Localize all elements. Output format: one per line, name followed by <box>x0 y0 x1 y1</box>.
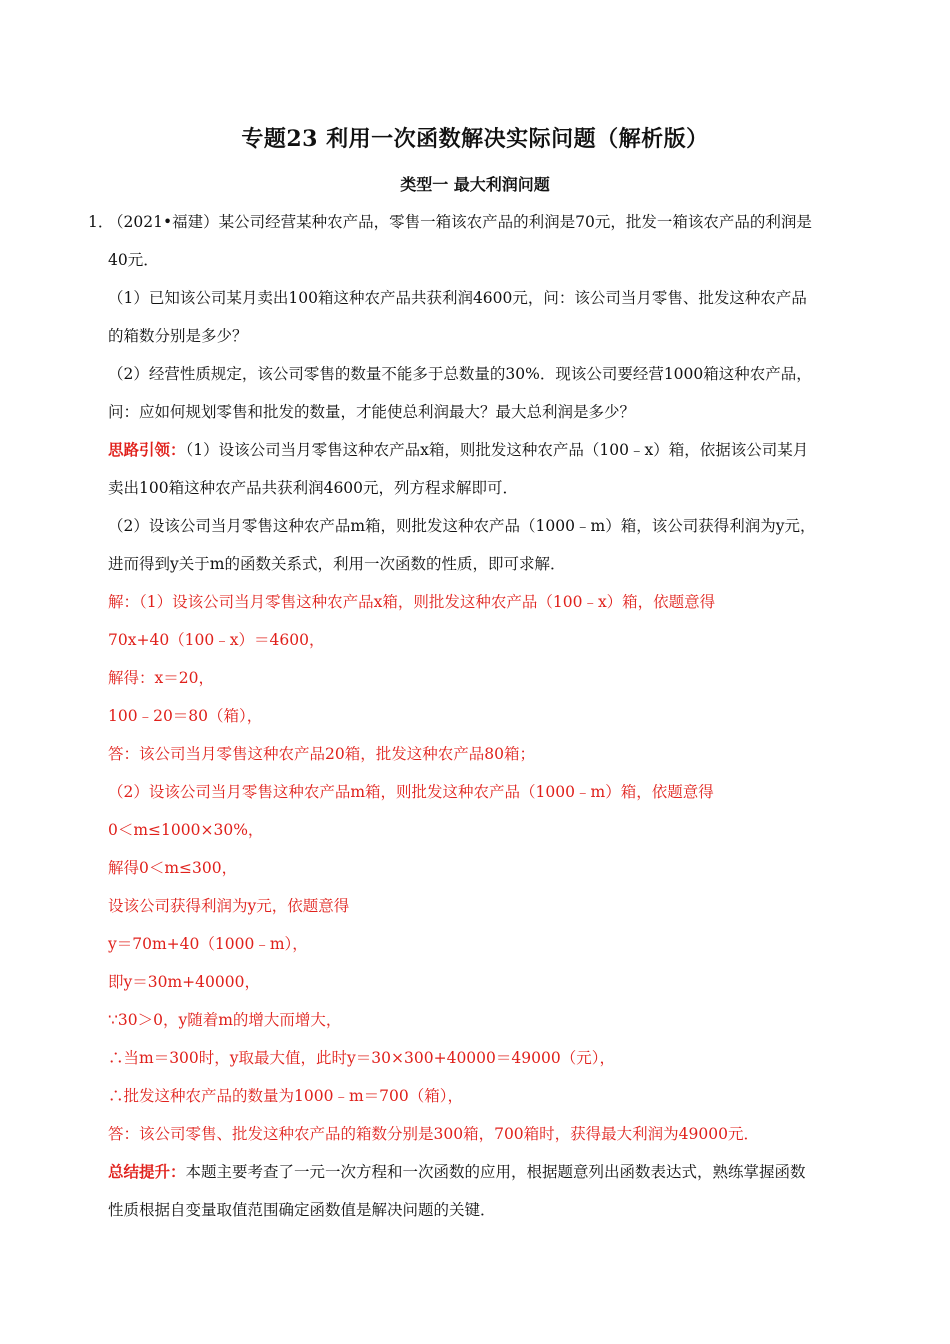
question-number: 1． <box>88 213 114 231</box>
solution-line-4: 100﹣20＝80（箱）， <box>108 707 263 725</box>
solution-line-5: 答：该公司当月零售这种农产品20箱，批发这种农产品80箱； <box>108 745 535 763</box>
solution-line-9: 设该公司获得利润为y元，依题意得 <box>108 897 350 915</box>
solution-line-14: ∴批发这种农产品的数量为1000﹣m＝700（箱）， <box>108 1087 463 1105</box>
summary-text-1: 本题主要考查了一元一次方程和一次函数的应用，根据题意列出函数表达式，熟练掌握函数 <box>185 1163 806 1181</box>
solution-line-15: 答：该公司零售、批发这种农产品的箱数分别是300箱，700箱时，获得最大利润为49000元． <box>108 1125 759 1143</box>
section-subtitle: 类型一 最大利润问题 <box>400 175 550 194</box>
page-title: 专题23 利用一次函数解决实际问题（解析版） <box>241 126 709 152</box>
question-part2-line-2: 问：应如何规划零售和批发的数量，才能使总利润最大？最大总利润是多少？ <box>108 403 636 421</box>
question-stem-line-1: （2021•福建）某公司经营某种农产品，零售一箱该农产品的利润是70元，批发一箱该农产品的利润是 <box>108 213 812 231</box>
summary-line-2: 性质根据自变量取值范围确定函数值是解决问题的关键． <box>108 1201 496 1219</box>
question-part2-line-1: （2）经营性质规定，该公司零售的数量不能多于总数量的30%．现该公司要经营1000箱这种农产品， <box>108 365 812 383</box>
summary-label: 总结提升： <box>108 1162 186 1181</box>
question-stem-line-2: 40元． <box>108 251 159 269</box>
solution-line-8: 解得0＜m≤300， <box>108 859 238 877</box>
solution-line-13: ∴当m＝300时，y取最大值，此时y＝30×300+40000＝49000（元）， <box>108 1049 615 1067</box>
hint-label: 思路引领： <box>108 440 186 459</box>
question-part1-line-2: 的箱数分别是多少？ <box>108 327 248 345</box>
solution-line-6: （2）设该公司当月零售这种农产品m箱，则批发这种农产品（1000﹣m）箱，依题意得 <box>108 783 714 801</box>
solution-line-1: 解：（1）设该公司当月零售这种农产品x箱，则批发这种农产品（100﹣x）箱，依题意得 <box>108 593 716 611</box>
solution-line-7: 0＜m≤1000×30%， <box>108 821 264 839</box>
summary-line-1 <box>108 1161 868 1183</box>
hint-line-2: 卖出100箱这种农产品共获利润4600元，列方程求解即可． <box>108 479 519 497</box>
hint-line-4: 进而得到y关于m的函数关系式，利用一次函数的性质，即可求解． <box>108 555 566 573</box>
solution-line-12: ∵30＞0，y随着m的增大而增大， <box>108 1011 342 1029</box>
solution-line-2: 70x+40（100﹣x）＝4600， <box>108 631 325 649</box>
solution-line-10: y＝70m+40（1000﹣m）， <box>108 935 308 953</box>
hint-line-1 <box>108 439 868 461</box>
hint-line-3: （2）设该公司当月零售这种农产品m箱，则批发这种农产品（1000﹣m）箱，该公司获得利润为y元， <box>108 517 816 535</box>
solution-line-3: 解得：x＝20， <box>108 669 214 687</box>
hint-text-1: （1）设该公司当月零售这种农产品x箱，则批发这种农产品（100﹣x）箱，依据该公司某月 <box>185 441 809 459</box>
solution-line-11: 即y＝30m+40000， <box>108 973 260 991</box>
question-part1-line-1: （1）已知该公司某月卖出100箱这种农产品共获利润4600元，问：该公司当月零售、批发这种农产品 <box>108 289 807 307</box>
